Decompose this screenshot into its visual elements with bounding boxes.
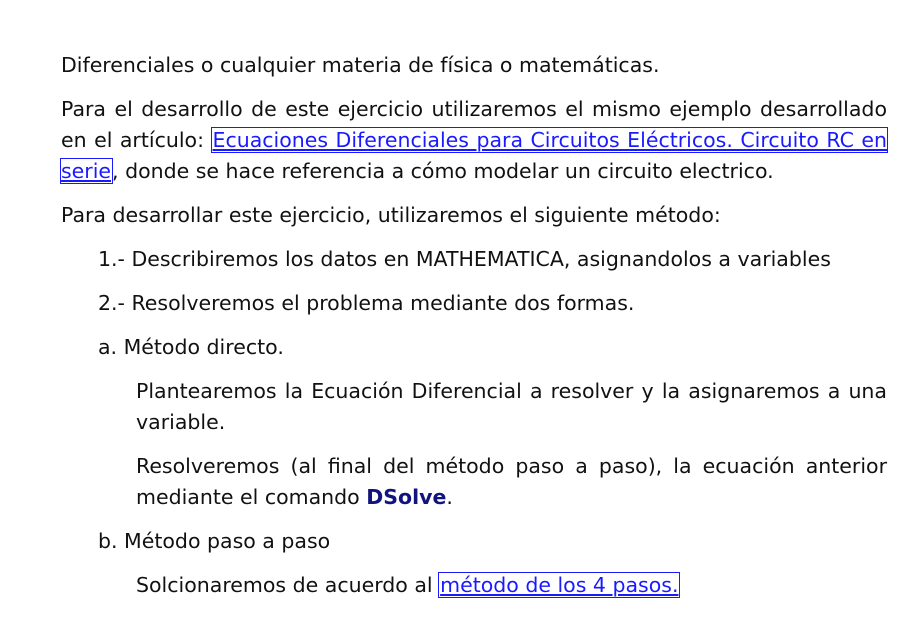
- step-2: 2.- Resolveremos el problema mediante dos formas.: [98, 291, 635, 315]
- method-a-text: Resolveremos (al final del método paso a paso), la ecuación anterior mediante el comando: [136, 454, 887, 509]
- paragraph-text: Para el desarrollo de este ejercicio utilizaremos el mismo ejemplo desarrollado en el artículo:: [61, 97, 887, 152]
- intro-line: Diferenciales o cualquier materia de física o matemáticas.: [61, 53, 660, 77]
- circuit-rc-article-link[interactable]: Ecuaciones Diferenciales para Circuitos Eléctricos. Circuito RC en serie: [61, 128, 887, 183]
- method-a-paragraph-1: Plantearemos la Ecuación Diferencial a resolver y la asignaremos a una variable.: [136, 379, 887, 434]
- document-body: [61, 50, 887, 601]
- method-b-title: b. Método paso a paso: [98, 529, 331, 553]
- method-b-paragraph: [136, 570, 887, 601]
- dsolve-command: DSolve: [366, 485, 447, 509]
- paragraph-text-tail: , donde se hace referencia a cómo modelar un circuito electrico.: [112, 159, 774, 183]
- method-a-paragraph-2: [136, 451, 887, 513]
- step-1: 1.- Describiremos los datos en MATHEMATICA, asignandolos a variables: [98, 247, 831, 271]
- method-a-period: .: [446, 485, 453, 509]
- paragraph-reference: [61, 94, 887, 187]
- four-steps-method-link[interactable]: método de los 4 pasos.: [440, 573, 679, 597]
- method-intro: Para desarrollar este ejercicio, utilizaremos el siguiente método:: [61, 203, 721, 227]
- method-b-text: Solcionaremos de acuerdo al: [136, 573, 440, 597]
- method-a-title: a. Método directo.: [98, 335, 284, 359]
